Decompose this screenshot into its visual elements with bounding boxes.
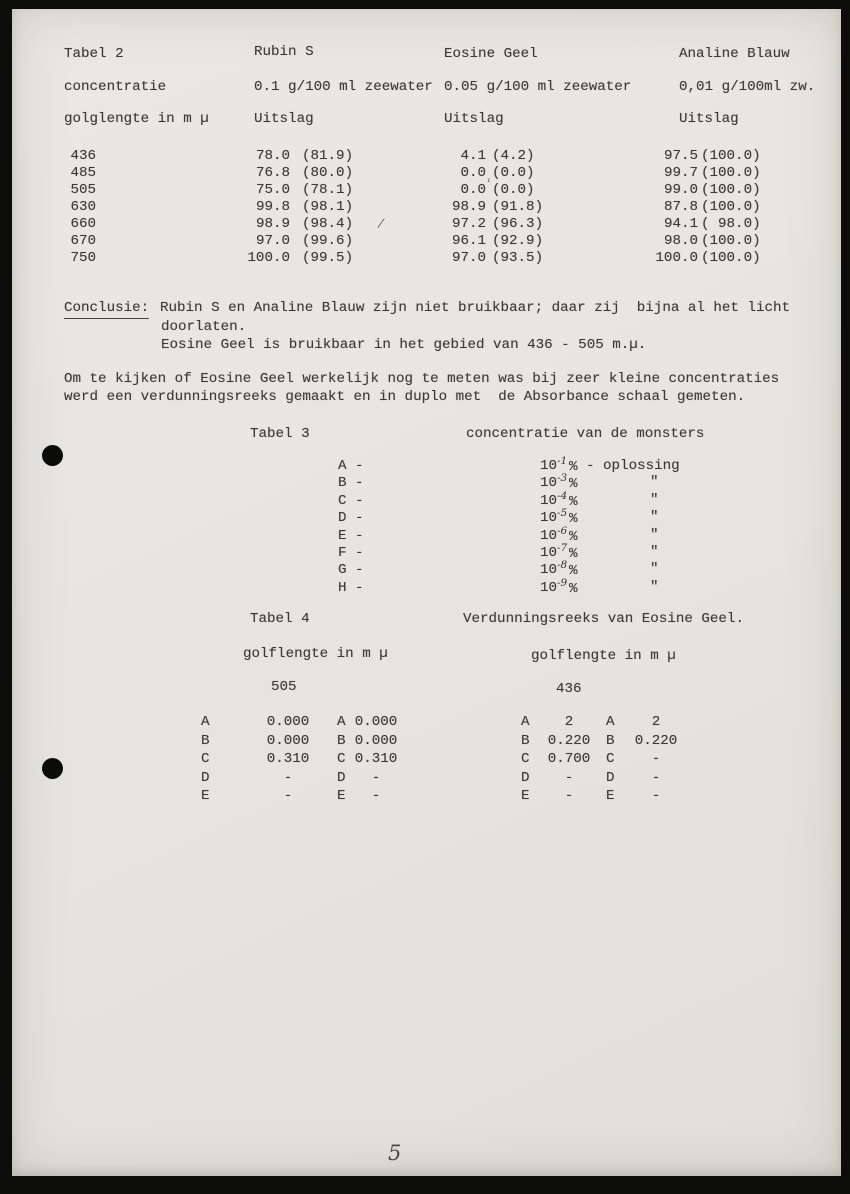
absorbance-value: - bbox=[283, 770, 293, 786]
rubin-value: 98.9 bbox=[255, 216, 290, 232]
eosine-duplo-value: (93.5) bbox=[492, 250, 544, 266]
rubin-duplo-value: (98.1) bbox=[302, 199, 354, 215]
sample-label: B bbox=[606, 733, 615, 749]
absorbance-value: - bbox=[371, 770, 381, 786]
sample-label: D bbox=[606, 770, 615, 786]
absorbance-value: - bbox=[651, 788, 661, 804]
tabel2-row bbox=[0, 250, 850, 267]
tabel2-row bbox=[0, 148, 850, 165]
percent-sign: % bbox=[569, 563, 578, 579]
power-exponent: -8 bbox=[557, 559, 568, 571]
absorbance-value: 0.700 bbox=[547, 751, 591, 767]
analine-duplo-value: (100.0) bbox=[701, 182, 761, 198]
analine-value: 99.7 bbox=[663, 165, 698, 181]
tabel4-row bbox=[0, 788, 850, 805]
rubin-value: 78.0 bbox=[255, 148, 290, 164]
analine-value: 97.5 bbox=[663, 148, 698, 164]
rubin-value: 97.0 bbox=[255, 233, 290, 249]
tabel4-row bbox=[0, 751, 850, 768]
rubin-value: 100.0 bbox=[247, 250, 290, 266]
absorbance-value: - bbox=[371, 788, 381, 804]
stray-ink-mark: / bbox=[378, 215, 385, 231]
analine-duplo-value: (100.0) bbox=[701, 199, 761, 215]
tabel3-title: Tabel 3 bbox=[250, 426, 310, 442]
tabel3-row bbox=[0, 542, 850, 562]
power-base: 10 bbox=[540, 458, 558, 474]
absorbance-value: - bbox=[283, 788, 293, 804]
ditto-mark: " bbox=[650, 579, 659, 595]
power-exponent: -5 bbox=[557, 507, 568, 519]
analine-value: 99.0 bbox=[663, 182, 698, 198]
power-exponent: -1 bbox=[557, 455, 568, 467]
wavelength-cell: 436 bbox=[70, 148, 96, 164]
analine-duplo-value: (100.0) bbox=[701, 250, 761, 266]
sample-label: A bbox=[201, 714, 210, 730]
tabel2-col-analine: Analine Blauw bbox=[679, 46, 790, 62]
ditto-mark: " bbox=[650, 527, 659, 543]
analine-value: 98.0 bbox=[663, 233, 698, 249]
absorbance-value: 0.000 bbox=[354, 733, 398, 749]
page-number: 5 bbox=[388, 1141, 402, 1165]
absorbance-value: 0.000 bbox=[354, 714, 398, 730]
rubin-duplo-value: (80.0) bbox=[302, 165, 354, 181]
power-exponent: -4 bbox=[557, 490, 568, 502]
concentratie-analine: 0,01 g/100ml zw. bbox=[679, 79, 816, 95]
analine-value: 87.8 bbox=[663, 199, 698, 215]
sample-label: E bbox=[606, 788, 615, 804]
sample-label: C bbox=[606, 751, 615, 767]
oplossing-suffix: - oplossing bbox=[586, 458, 680, 474]
wavelength-cell: 630 bbox=[70, 199, 96, 215]
sample-label: C bbox=[337, 751, 346, 767]
power-base: 10 bbox=[540, 528, 558, 544]
sample-label: E bbox=[521, 788, 530, 804]
tabel4-title: Tabel 4 bbox=[250, 611, 310, 627]
absorbance-value: 0.310 bbox=[354, 751, 398, 767]
tabel2-col-rubin: Rubin S bbox=[254, 44, 314, 60]
eosine-value: 97.0 bbox=[451, 250, 486, 266]
power-exponent: -7 bbox=[557, 542, 568, 554]
ditto-mark: " bbox=[650, 492, 659, 508]
rubin-value: 75.0 bbox=[255, 182, 290, 198]
absorbance-value: - bbox=[651, 770, 661, 786]
sample-label: E bbox=[201, 788, 210, 804]
tabel3-caption: concentratie van de monsters bbox=[466, 426, 705, 442]
eosine-value: 0.0 bbox=[460, 165, 486, 181]
sample-label: A bbox=[521, 714, 530, 730]
tabel3-row bbox=[0, 472, 850, 492]
tabel4-caption: Verdunningsreeks van Eosine Geel. bbox=[463, 611, 744, 627]
percent-sign: % bbox=[569, 459, 578, 475]
monster-label: H - bbox=[338, 580, 364, 596]
tabel2-row bbox=[0, 165, 850, 182]
tabel4-row bbox=[0, 770, 850, 787]
monster-label: G - bbox=[338, 562, 364, 578]
percent-sign: % bbox=[569, 511, 578, 527]
rubin-duplo-value: (98.4) bbox=[302, 216, 354, 232]
eosine-value: 4.1 bbox=[460, 148, 486, 164]
tabel3-row bbox=[0, 490, 850, 510]
sample-label: C bbox=[201, 751, 210, 767]
sample-label: B bbox=[201, 733, 210, 749]
eosine-duplo-value: (91.8) bbox=[492, 199, 544, 215]
rubin-value: 99.8 bbox=[255, 199, 290, 215]
power-base: 10 bbox=[540, 562, 558, 578]
eosine-duplo-value: (4.2) bbox=[492, 148, 535, 164]
analine-duplo-value: (100.0) bbox=[701, 148, 761, 164]
uitslag-label-eosine: Uitslag bbox=[444, 111, 504, 127]
sample-label: C bbox=[521, 751, 530, 767]
wavelength-cell: 670 bbox=[70, 233, 96, 249]
wavelength-cell: 750 bbox=[70, 250, 96, 266]
power-base: 10 bbox=[540, 475, 558, 491]
analine-duplo-value: (100.0) bbox=[701, 233, 761, 249]
sample-label: D bbox=[521, 770, 530, 786]
footnote-superscript-mark: ¹ bbox=[487, 178, 491, 188]
tabel3-row bbox=[0, 559, 850, 579]
absorbance-value: 0.000 bbox=[266, 733, 310, 749]
monster-label: B - bbox=[338, 475, 364, 491]
tabel2-row bbox=[0, 233, 850, 250]
power-exponent: -9 bbox=[557, 577, 568, 589]
absorbance-value: 0.000 bbox=[266, 714, 310, 730]
tabel2-row bbox=[0, 182, 850, 199]
monster-label: C - bbox=[338, 493, 364, 509]
ditto-mark: " bbox=[650, 474, 659, 490]
concentratie-eosine: 0.05 g/100 ml zeewater bbox=[444, 79, 632, 95]
monster-label: A - bbox=[338, 458, 364, 474]
rubin-duplo-value: (78.1) bbox=[302, 182, 354, 198]
eosine-value: 98.9 bbox=[451, 199, 486, 215]
tabel4-right-wavelength: 436 bbox=[556, 681, 582, 697]
power-exponent: -3 bbox=[557, 472, 568, 484]
rubin-value: 76.8 bbox=[255, 165, 290, 181]
sample-label: E bbox=[337, 788, 346, 804]
concentratie-label: concentratie bbox=[64, 79, 167, 95]
ditto-mark: " bbox=[650, 561, 659, 577]
rubin-duplo-value: (99.6) bbox=[302, 233, 354, 249]
eosine-duplo-value: (92.9) bbox=[492, 233, 544, 249]
uitslag-label-rubin: Uitslag bbox=[254, 111, 314, 127]
sample-label: A bbox=[606, 714, 615, 730]
sample-label: D bbox=[201, 770, 210, 786]
absorbance-value: 0.310 bbox=[266, 751, 310, 767]
absorbance-value: - bbox=[651, 751, 661, 767]
absorbance-value: 2 bbox=[564, 714, 574, 730]
tabel3-row bbox=[0, 577, 850, 597]
ditto-mark: " bbox=[650, 509, 659, 525]
sample-label: B bbox=[337, 733, 346, 749]
power-base: 10 bbox=[540, 510, 558, 526]
monster-label: E - bbox=[338, 528, 364, 544]
absorbance-value: 2 bbox=[651, 714, 661, 730]
eosine-value: 97.2 bbox=[451, 216, 486, 232]
power-base: 10 bbox=[540, 545, 558, 561]
ditto-mark: " bbox=[650, 544, 659, 560]
sample-label: B bbox=[521, 733, 530, 749]
conclusie-line3: Eosine Geel is bruikbaar in het gebied van 436 - 505 m.µ. bbox=[161, 337, 647, 353]
absorbance-value: - bbox=[564, 788, 574, 804]
rubin-duplo-value: (99.5) bbox=[302, 250, 354, 266]
tabel3-row bbox=[0, 455, 850, 475]
power-exponent: -6 bbox=[557, 525, 568, 537]
paragraph-line1: Om te kijken of Eosine Geel werkelijk nog te meten was bij zeer kleine concentraties bbox=[64, 371, 780, 387]
concentratie-rubin: 0.1 g/100 ml zeewater bbox=[254, 79, 433, 95]
rubin-duplo-value: (81.9) bbox=[302, 148, 354, 164]
tabel4-left-wavelength: 505 bbox=[271, 679, 297, 695]
tabel3-row bbox=[0, 507, 850, 527]
eosine-duplo-value: (96.3) bbox=[492, 216, 544, 232]
conclusie-line2: doorlaten. bbox=[161, 319, 247, 335]
analine-value: 100.0 bbox=[655, 250, 698, 266]
tabel4-row bbox=[0, 733, 850, 750]
analine-duplo-value: (100.0) bbox=[701, 165, 761, 181]
conclusie-label: Conclusie: bbox=[64, 300, 149, 319]
golflengte-label: golglengte in m µ bbox=[64, 111, 209, 127]
tabel2-col-eosine: Eosine Geel bbox=[444, 46, 538, 62]
power-base: 10 bbox=[540, 493, 558, 509]
absorbance-value: 0.220 bbox=[634, 733, 678, 749]
percent-sign: % bbox=[569, 529, 578, 545]
uitslag-label-analine: Uitslag bbox=[679, 111, 739, 127]
eosine-duplo-value: (0.0) bbox=[492, 182, 535, 198]
eosine-duplo-value: (0.0) bbox=[492, 165, 535, 181]
eosine-value: 0.0 bbox=[460, 182, 486, 198]
wavelength-cell: 505 bbox=[70, 182, 96, 198]
wavelength-cell: 485 bbox=[70, 165, 96, 181]
tabel4-right-header: golflengte in m µ bbox=[531, 648, 676, 664]
conclusie-line1: Rubin S en Analine Blauw zijn niet bruikbaar; daar zij bijna al het licht bbox=[160, 300, 791, 316]
tabel2-row bbox=[0, 199, 850, 216]
tabel2-row bbox=[0, 216, 850, 233]
sample-label: D bbox=[337, 770, 346, 786]
analine-value: 94.1 bbox=[663, 216, 698, 232]
monster-label: F - bbox=[338, 545, 364, 561]
tabel2-title: Tabel 2 bbox=[64, 46, 124, 62]
absorbance-value: - bbox=[564, 770, 574, 786]
percent-sign: % bbox=[569, 546, 578, 562]
sample-label: A bbox=[337, 714, 346, 730]
tabel4-row bbox=[0, 714, 850, 731]
eosine-value: 96.1 bbox=[451, 233, 486, 249]
absorbance-value: 0.220 bbox=[547, 733, 591, 749]
percent-sign: % bbox=[569, 494, 578, 510]
paragraph-line2: werd een verdunningsreeks gemaakt en in duplo met de Absorbance schaal gemeten. bbox=[64, 389, 746, 405]
tabel4-left-header: golflengte in m µ bbox=[243, 646, 388, 662]
analine-duplo-value: ( 98.0) bbox=[701, 216, 761, 232]
percent-sign: % bbox=[569, 476, 578, 492]
monster-label: D - bbox=[338, 510, 364, 526]
tabel3-row bbox=[0, 525, 850, 545]
wavelength-cell: 660 bbox=[70, 216, 96, 232]
percent-sign: % bbox=[569, 581, 578, 597]
power-base: 10 bbox=[540, 580, 558, 596]
